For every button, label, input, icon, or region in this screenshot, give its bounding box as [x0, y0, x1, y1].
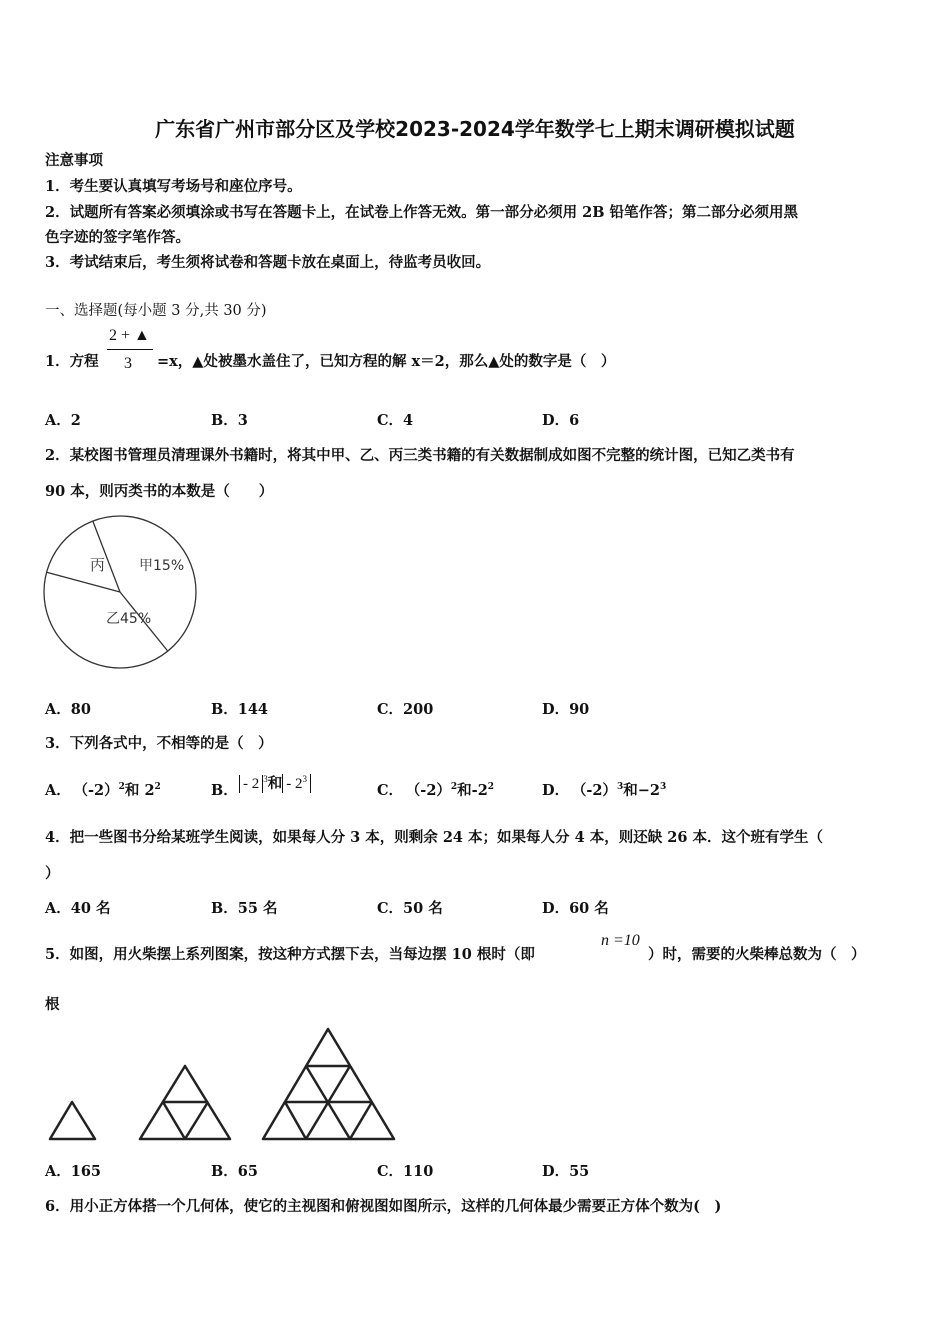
q1-fraction-numerator: 2 + ▲	[109, 327, 150, 344]
q1-prefix: 1．方程	[45, 353, 99, 370]
q2-option-b: B．144	[211, 701, 269, 718]
notice-item: 3．考试结束后，考生须将试卷和答题卡放在桌面上，待监考员收回。	[45, 254, 491, 271]
pie-label-bing: 丙	[90, 556, 106, 574]
q5-option-b: B．65	[211, 1163, 258, 1180]
q1-option-b: B．3	[211, 412, 248, 429]
q3-option-d: D． $(-2)^3$和$-2^3$	[542, 782, 667, 799]
q2-option-c: C．200	[377, 701, 434, 718]
q5-option-c: C．110	[377, 1163, 434, 1180]
q4-option-c: C．50 名	[377, 900, 443, 917]
notice-heading: 注意事项	[45, 152, 103, 169]
q1-option-d: D．6	[542, 412, 580, 429]
q5-stem-line2: 根	[45, 996, 60, 1013]
page-title: 广东省广州市部分区及学校2023-2024学年数学七上期末调研模拟试题	[155, 117, 795, 141]
q1-option-a: A．2	[45, 412, 81, 429]
q3-option-b-expr: - 2 $^3$和 - $2^3$	[239, 774, 311, 793]
q2-option-d: D．90	[542, 701, 590, 718]
q1-option-c: C．4	[377, 412, 414, 429]
q2-stem-line2: 90 本，则丙类书的本数是（ ）	[45, 483, 274, 500]
q2-option-a: A．80	[45, 701, 91, 718]
triangle-figure-3	[263, 1029, 394, 1139]
q4-option-b: B．55 名	[211, 900, 278, 917]
q3-option-b: B．	[211, 782, 238, 799]
q6-stem: 6．用小正方体搭一个几何体，使它的主视图和俯视图如图所示，这样的几何体最少需要正方体个数为( )	[45, 1198, 722, 1215]
pie-label-jia: 甲15%	[139, 558, 185, 574]
q3-stem: 3．下列各式中，不相等的是（ ）	[45, 735, 273, 752]
q4-stem-line1: 4．把一些图书分给某班学生阅读，如果每人分 3 本，则剩余 24 本；如果每人分 4 本，则还缺 26 本．这个班有学生（	[45, 829, 824, 846]
matchstick-triangles-figure	[45, 1027, 405, 1142]
q2-stem-line1: 2．某校图书管理员清理课外书籍时，将其中甲、乙、丙三类书籍的有关数据制成如图不完整的统计图，已知乙类书有	[45, 447, 795, 464]
q5-option-a: A．165	[45, 1163, 102, 1180]
pie-boundary-jia-start	[47, 572, 120, 592]
q5-stem-pre: 5．如图，用火柴摆上系列图案，按这种方式摆下去，当每边摆 10 根时（即	[45, 946, 535, 963]
section-heading: 一、选择题(每小题 3 分,共 30 分)	[45, 303, 267, 319]
q5-stem-post: ）时，需要的火柴棒总数为（ ）	[648, 946, 866, 963]
q4-option-d: D．60 名	[542, 900, 609, 917]
pie-chart	[42, 513, 202, 673]
q5-option-d: D．55	[542, 1163, 590, 1180]
q4-option-a: A．40 名	[45, 900, 111, 917]
pie-label-yi: 乙45%	[106, 611, 152, 627]
q3-option-a: A． $(-2)^2$和 $2^2$	[45, 782, 161, 799]
triangle-figure-1	[50, 1102, 95, 1139]
notice-item: 2．试题所有答案必须填涂或书写在答题卡上，在试卷上作答无效。第一部分必须用 2B 铅笔作答；第二部分必须用黑	[45, 204, 799, 221]
q4-stem-line2: ）	[45, 865, 60, 882]
triangle-figure-2	[140, 1066, 230, 1139]
q1-suffix: =x，▲处被墨水盖住了，已知方程的解 x＝2，那么▲处的数字是（ ）	[157, 353, 616, 370]
q5-math: n =10	[601, 932, 640, 949]
q1-fraction-bar	[107, 349, 153, 350]
q1-fraction-denominator: 3	[124, 355, 132, 372]
notice-item: 1．考生要认真填写考场号和座位序号。	[45, 178, 302, 195]
q3-option-c: C． $(-2)^2$和$-2^2$	[377, 782, 495, 799]
notice-item: 色字迹的签字笔作答。	[45, 229, 190, 246]
